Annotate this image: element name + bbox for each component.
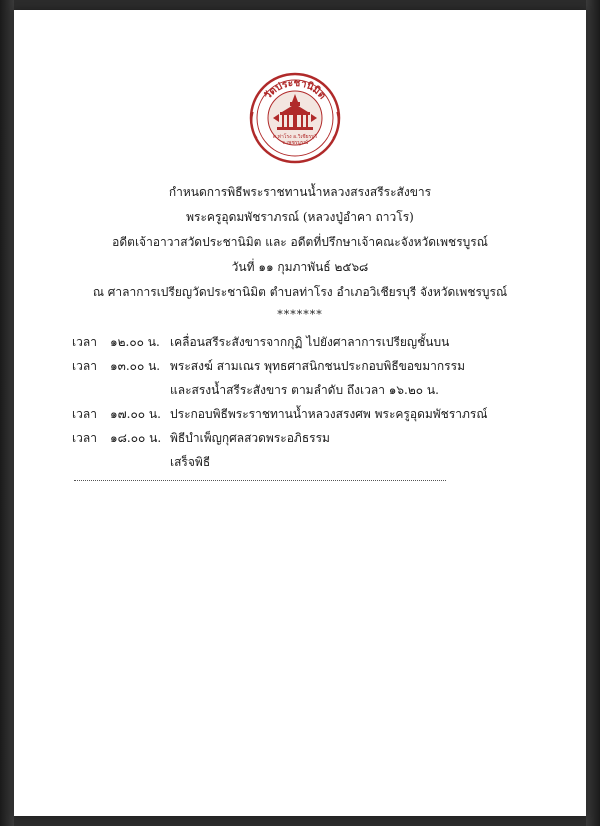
schedule-description: ประกอบพิธีพระราชทานน้ำหลวงสรงศพ พระครูอุดมพัชราภรณ์	[170, 407, 488, 421]
schedule-description: พระสงฆ์ สามเณร พุทธศาสนิกชนประกอบพิธีขอขมากรรม	[170, 359, 465, 373]
temple-seal-icon	[249, 72, 341, 164]
schedule-row	[72, 330, 552, 354]
time-value: ๑๘.๐๐ น.	[110, 431, 162, 445]
header-position: อดีตเจ้าอาวาสวัดประชานิมิต และ อดีตที่ปรึกษาเจ้าคณะจังหวัดเพชรบูรณ์	[112, 235, 488, 249]
schedule-row	[72, 354, 552, 378]
dotted-divider	[74, 480, 446, 481]
schedule-description: เคลื่อนสรีระสังขารจากกุฏิ ไปยังศาลาการเปรียญชั้นบน	[170, 335, 450, 349]
left-border	[0, 0, 14, 826]
time-label: เวลา	[72, 431, 97, 445]
schedule-row	[72, 426, 552, 450]
seal-bottom-text-2: จ.เพชรบูรณ์	[281, 140, 309, 146]
time-value: ๑๒.๐๐ น.	[110, 335, 160, 349]
header-date: วันที่ ๑๑ กุมภาพันธ์ ๒๕๖๘	[231, 260, 369, 274]
header-title: กำหนดการพิธีพระราชทานน้ำหลวงสรงสรีระสังขาร	[168, 185, 432, 199]
seal-bottom-text-1: ต.ท่าโรง อ.วิเชียรบุรี	[272, 134, 318, 140]
schedule-description: พิธีบำเพ็ญกุศลสวดพระอภิธรรม	[170, 431, 330, 445]
schedule-row	[72, 402, 552, 426]
temple-seal	[249, 72, 341, 164]
schedule-closing: เสร็จพิธี	[170, 455, 211, 469]
separator-stars: *******	[277, 308, 323, 321]
header-honoree: พระครูอุดมพัชราภรณ์ (หลวงปู่อำคา ถาวโร)	[186, 210, 414, 224]
time-label: เวลา	[72, 407, 97, 421]
time-value: ๑๗.๐๐ น.	[110, 407, 161, 421]
time-value: ๑๓.๐๐ น.	[110, 359, 161, 373]
time-label: เวลา	[72, 335, 97, 349]
header-venue: ณ ศาลาการเปรียญวัดประชานิมิต ตำบลท่าโรง อำเภอวิเชียรบุรี จังหวัดเพชรบูรณ์	[92, 285, 508, 299]
document-page	[14, 10, 586, 816]
time-label: เวลา	[72, 359, 97, 373]
schedule-list	[72, 330, 552, 474]
right-border	[586, 0, 600, 826]
document-header	[14, 180, 586, 325]
schedule-continuation: และสรงน้ำสรีระสังขาร ตามลำดับ ถึงเวลา ๑๖.๒๐ น.	[170, 383, 439, 397]
seal-top-text: วัดประชานิมิต	[262, 77, 328, 102]
